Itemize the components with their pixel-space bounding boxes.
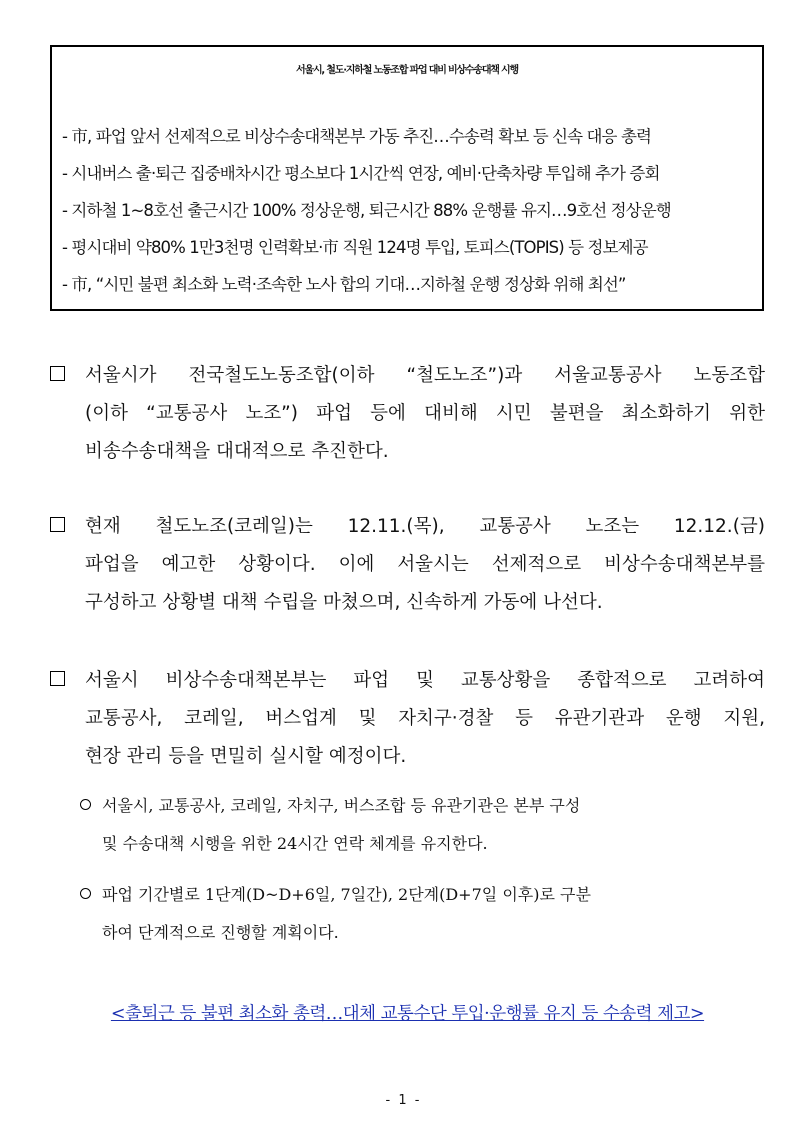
paragraph-line: 서울시 비상수송대책본부는 파업 및 교통상황을 종합적으로 고려하여 <box>85 670 765 691</box>
summary-bullet: - 평시대비 약80% 1만3천명 인력확보·市 직원 124명 투입, 토피스(TOPIS) 등 정보제공 <box>62 238 648 257</box>
paragraph-line: 비송수송대책을 대대적으로 추진한다. <box>85 441 389 462</box>
summary-box <box>50 45 764 311</box>
paragraph-line: 파업을 예고한 상황이다. 이에 서울시는 선제적으로 비상수송대책본부를 <box>85 554 765 575</box>
sub-item-line: 하여 단계적으로 진행할 계획이다. <box>102 923 339 942</box>
square-bullet-icon <box>50 366 65 381</box>
summary-bullet: - 지하철 1~8호선 출근시간 100% 정상운행, 퇴근시간 88% 운행률 유지…9호선 정상운행 <box>62 201 671 220</box>
paragraph-line: 교통공사, 코레일, 버스업계 및 자치구·경찰 등 유관기관과 운행 지원, <box>85 708 765 729</box>
paragraph <box>50 357 765 471</box>
paragraph-line: 현재 철도노조(코레일)는 12.11.(목), 교통공사 노조는 12.12.(금) <box>85 516 765 537</box>
paragraph-line: 현장 관리 등을 면밀히 실시할 예정이다. <box>85 746 407 767</box>
sub-item-line: 서울시, 교통공사, 코레일, 자치구, 버스조합 등 유관기관은 본부 구성 <box>102 796 581 815</box>
summary-bullet: - 市, “시민 불편 최소화 노력·조속한 노사 합의 기대…지하철 운행 정상화 위해 최선” <box>62 275 626 294</box>
page-number: - 1 - <box>385 1093 422 1108</box>
paragraph <box>50 662 765 776</box>
square-bullet-icon <box>50 517 65 532</box>
headline-title: 서울시, 철도·지하철 노동조합 파업 대비 비상수송대책 시행 <box>296 65 518 76</box>
sub-item <box>80 876 765 952</box>
section-heading: <출퇴근 등 불편 최소화 총력…대체 교통수단 투입·운행률 유지 등 수송력 제고> <box>110 1004 705 1024</box>
paragraph-line: (이하 “교통공사 노조”) 파업 등에 대비해 시민 불편을 최소화하기 위한 <box>85 403 765 424</box>
sub-item-line: 파업 기간별로 1단계(D~D+6일, 7일간), 2단계(D+7일 이후)로 구분 <box>102 885 591 904</box>
paragraph-line: 서울시가 전국철도노동조합(이하 “철도노조”)과 서울교통공사 노동조합 <box>85 365 765 386</box>
summary-bullet: - 시내버스 출·퇴근 집중배차시간 평소보다 1시간씩 연장, 예비·단축차량 투입해 추가 증회 <box>62 164 660 183</box>
sub-item-line: 및 수송대책 시행을 위한 24시간 연락 체계를 유지한다. <box>102 834 488 853</box>
square-bullet-icon <box>50 671 65 686</box>
summary-bullet: - 市, 파업 앞서 선제적으로 비상수송대책본부 가동 추진…수송력 확보 등 신속 대응 총력 <box>62 127 652 146</box>
circle-bullet-icon <box>80 799 91 810</box>
circle-bullet-icon <box>80 888 91 899</box>
paragraph <box>50 508 765 622</box>
paragraph-line: 구성하고 상황별 대책 수립을 마쳤으며, 신속하게 가동에 나선다. <box>85 592 603 613</box>
sub-item <box>80 787 765 863</box>
